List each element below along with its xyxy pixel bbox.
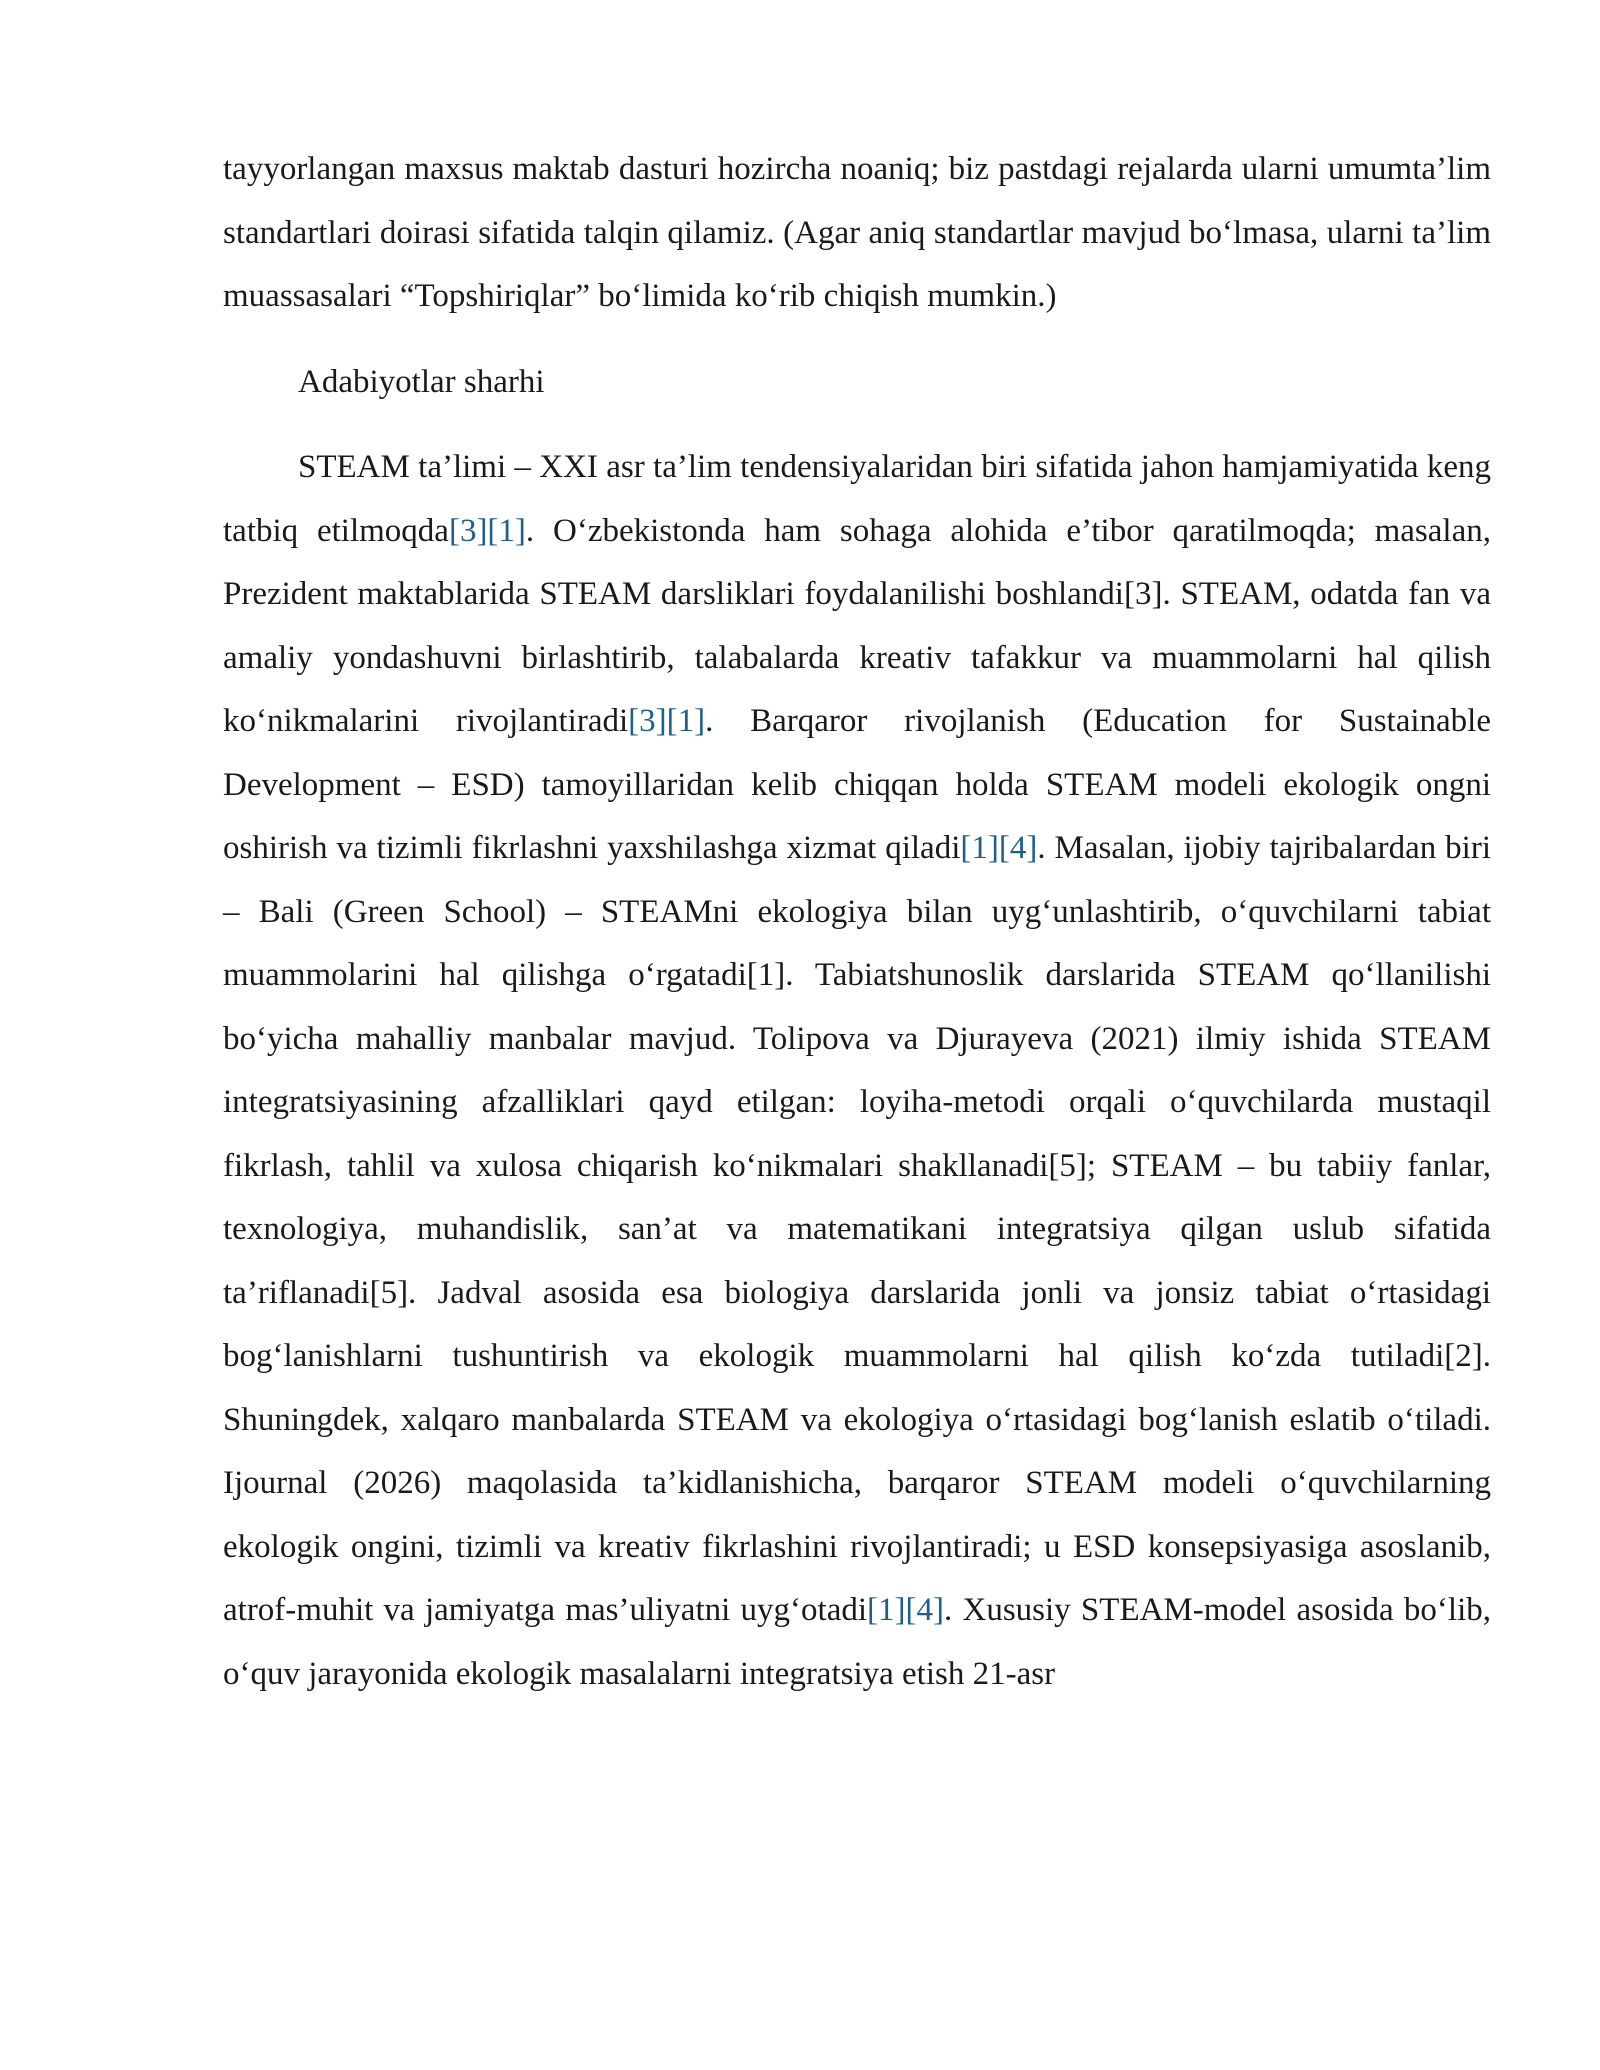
body-text-2: . O‘zbekistonda ham sohaga alohida e’tibor qaratilmoqda; masalan, Prezident maktablarida STEAM darsliklari foydalanilishi boshlandi[3]. STEAM, odatda fan va amaliy yondashuvni birlashtirib, talabalarda kreativ tafakkur va muammolarni hal qilish ko‘nikmalarini rivojlantiradi bbox=[223, 512, 1491, 739]
body-text-3: . Barqaror rivojlanish (Education for Sustainable Development – ESD) tamoyillaridan kelib chiqqan holda STEAM modeli ekologik ongni oshirish va tizimli fikrlashni yaxshilashga xizmat qiladi bbox=[223, 703, 1491, 866]
body-text-1: STEAM ta’limi – XXI asr ta’lim tendensiyalaridan biri sifatida jahon hamjamiyatida keng tatbiq etilmoqda bbox=[223, 449, 1491, 549]
citation-link-3[interactable]: [1][4] bbox=[960, 830, 1038, 866]
body-text-4: . Masalan, ijobiy tajribalardan biri – Bali (Green School) – STEAMni ekologiya bilan uyg‘unlashtirib, o‘quvchilarni tabiat muammolarini hal qilishga o‘rgatadi[1]. Tabiatshunoslik darslarida STEAM qo‘llanilishi bo‘yicha mahalliy manbalar mavjud. Tolipova va Djurayeva (2021) ilmiy ishida STEAM integratsiyasining afzalliklari qayd etilgan: loyiha-metodi orqali o‘quvchilarda mustaqil fikrlash, tahlil va xulosa chiqarish ko‘nikmalari shakllanadi[5]; STEAM – bu tabiiy fanlar, texnologiya, muhandislik, san’at va matematikani integratsiya qilgan uslub sifatida ta’riflanadi[5]. Jadval asosida esa biologiya darslarida jonli va jonsiz tabiat o‘rtasidagi bog‘lanishlarni tushuntirish va ekologik muammolarni hal qilish ko‘zda tutiladi[2]. Shuningdek, xalqaro manbalarda STEAM va ekologiya o‘rtasidagi bog‘lanish eslatib o‘tiladi. Ijournal (2026) maqolasida ta’kidlanishicha, barqaror STEAM modeli o‘quvchilarning ekologik ongini, tizimli va kreativ fikrlashini rivojlantiradi; u ESD konsepsiyasiga asoslanib, atrof-muhit va jamiyatga mas’uliyatni uyg‘otadi bbox=[223, 830, 1491, 1628]
citation-link-2[interactable]: [3][1] bbox=[628, 703, 706, 739]
literature-review-paragraph bbox=[223, 436, 1491, 1706]
section-heading: Adabiyotlar sharhi bbox=[298, 363, 545, 400]
document-page bbox=[223, 138, 1491, 1706]
intro-paragraph: tayyorlangan maxsus maktab dasturi hozircha noaniq; biz pastdagi rejalarda ularni umumta’lim standartlari doirasi sifatida talqin qilamiz. (Agar aniq standartlar mavjud bo‘lmasa, ularni ta’lim muassasalari “Topshiriqlar” bo‘limida ko‘rib chiqish mumkin.) bbox=[223, 151, 1491, 314]
citation-link-1[interactable]: [3][1] bbox=[448, 512, 526, 549]
body-text-5: . Xususiy STEAM-model asosida bo‘lib, o‘quv jarayonida ekologik masalalarni integratsiya etish 21-asr bbox=[223, 1592, 1491, 1692]
citation-link-4[interactable]: [1][4] bbox=[867, 1592, 944, 1628]
